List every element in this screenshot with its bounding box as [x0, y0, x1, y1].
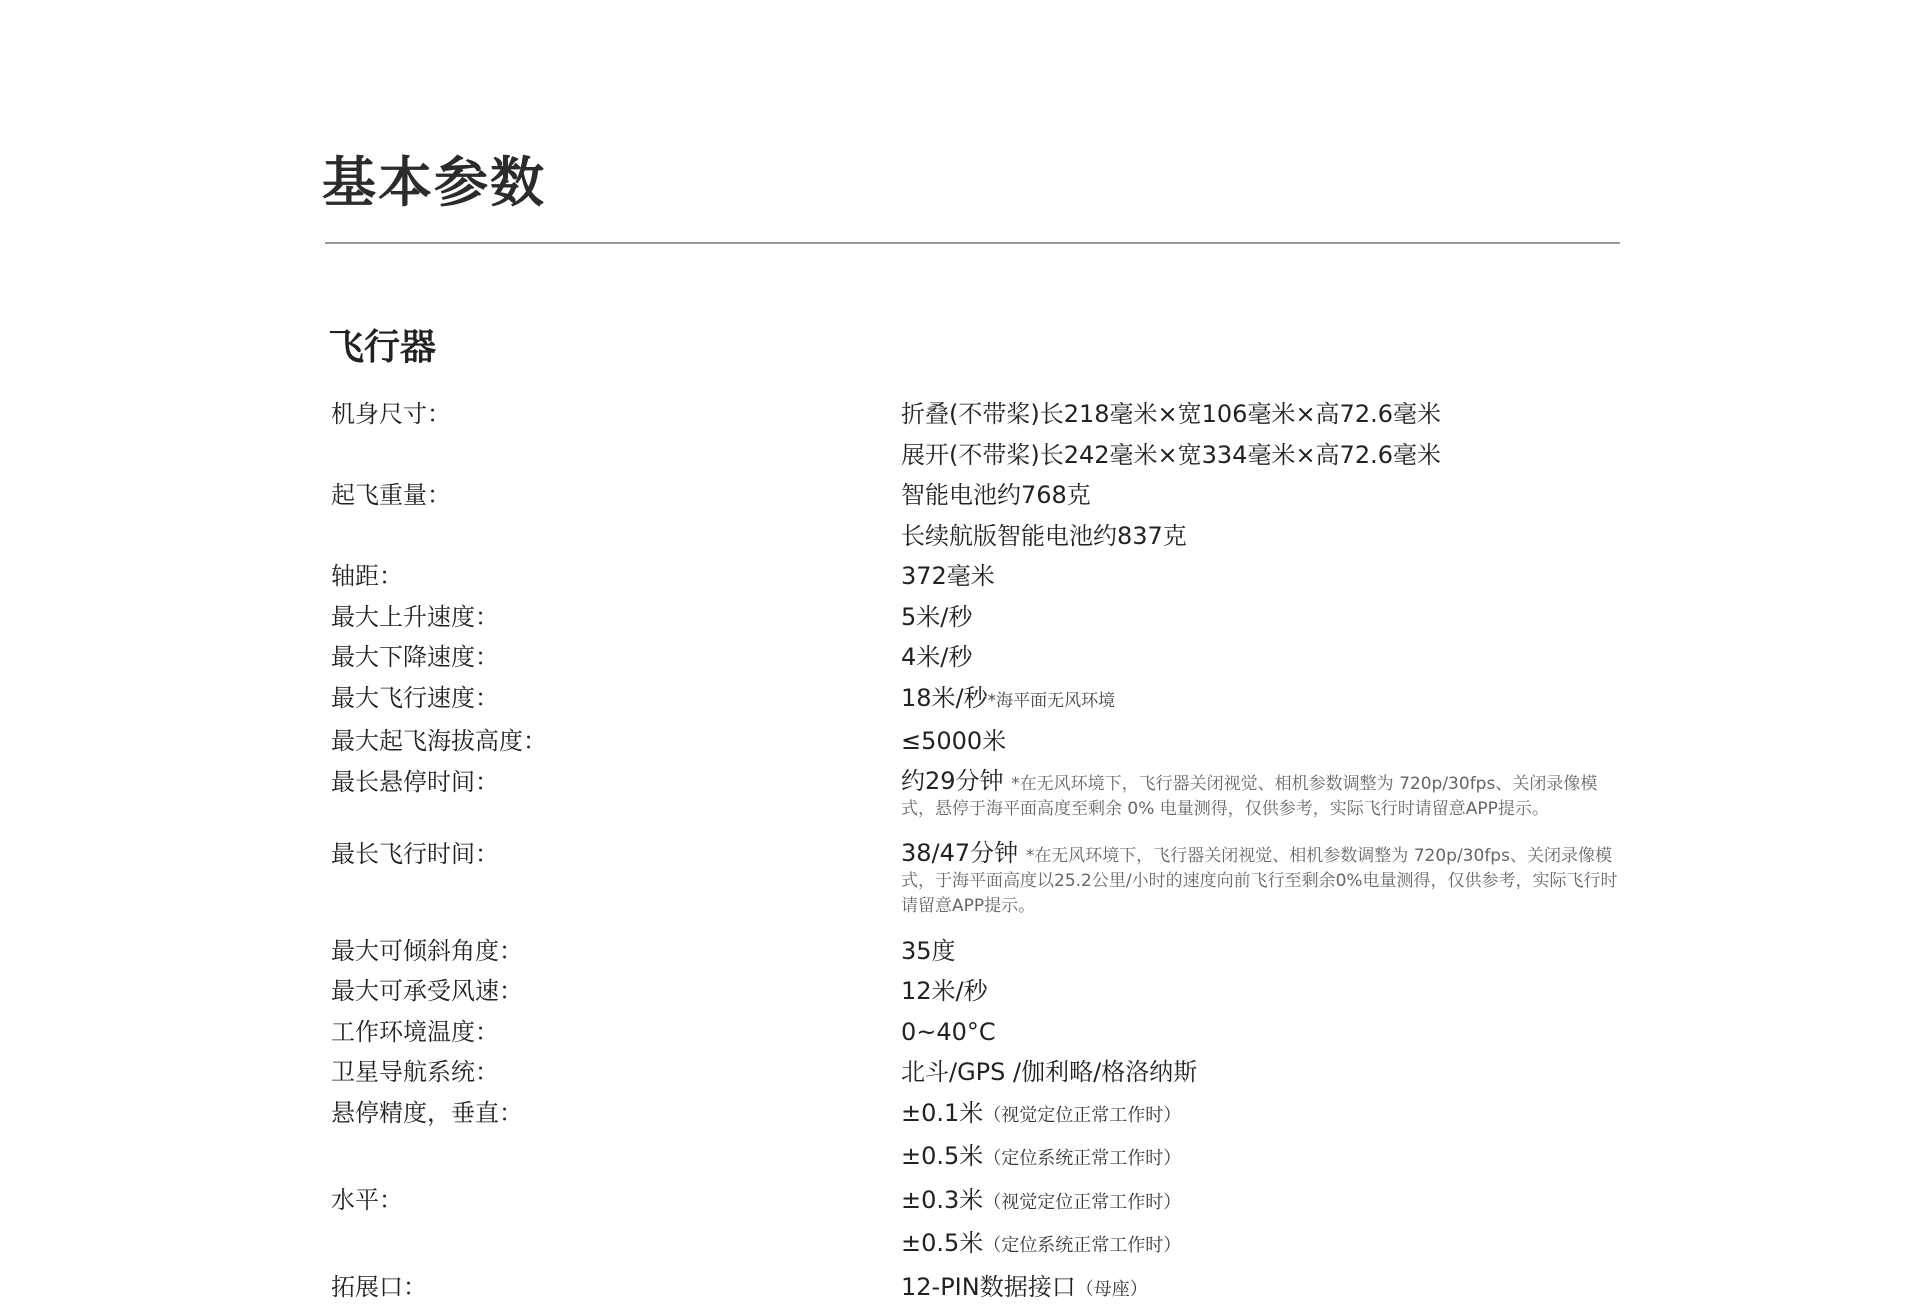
spec-value-main: ±0.3米 [901, 1186, 983, 1214]
spec-row-max-flight-time [331, 834, 1621, 931]
spec-row-hover-accuracy-vertical [331, 1093, 1621, 1180]
spec-value: 长续航版智能电池约837克 [901, 516, 1621, 557]
spec-value-note: *在无风环境下，飞行器关闭视觉、相机参数调整为 720p/30fps、关闭录像模式，悬停于海平面高度至剩余 0% 电量测得，仅供参考，实际飞行时请留意APP提示。 [901, 774, 1597, 819]
spec-row-max-descent-speed [331, 637, 1621, 678]
spec-row-max-hover-time [331, 762, 1621, 834]
spec-row-max-flight-speed [331, 678, 1621, 722]
spec-label: 卫星导航系统： [331, 1052, 901, 1093]
spec-value: 372毫米 [901, 556, 1621, 597]
spec-value: 折叠(不带桨)长218毫米×宽106毫米×高72.6毫米 [901, 394, 1621, 435]
spec-label: 悬停精度，垂直： [331, 1093, 901, 1134]
spec-row-body-size [331, 394, 1621, 475]
spec-value: 智能电池约768克 [901, 475, 1621, 516]
spec-row-max-wind-resistance [331, 971, 1621, 1012]
spec-row-max-tilt-angle [331, 931, 1621, 972]
spec-value: 展开(不带桨)长242毫米×宽334毫米×高72.6毫米 [901, 435, 1621, 476]
spec-value-main: 约29分钟 [901, 767, 1004, 795]
spec-row-gnss [331, 1052, 1621, 1093]
spec-label: 拓展口： [331, 1267, 901, 1308]
spec-value [901, 1180, 1621, 1224]
spec-row-hover-accuracy-horizontal [331, 1180, 1621, 1267]
spec-value: ≤5000米 [901, 721, 1621, 762]
spec-value: 4米/秒 [901, 637, 1621, 678]
spec-value [901, 762, 1621, 834]
spec-value-note: *海平面无风环境 [988, 691, 1116, 711]
spec-value-main: 38/47分钟 [901, 839, 1018, 867]
spec-label: 起飞重量： [331, 475, 901, 516]
spec-label: 最大可承受风速： [331, 971, 901, 1012]
spec-row-max-ascent-speed [331, 597, 1621, 638]
spec-row-wheelbase [331, 556, 1621, 597]
spec-value [901, 1267, 1621, 1310]
spec-value-main: ±0.1米 [901, 1099, 983, 1127]
spec-row-max-altitude [331, 721, 1621, 762]
spec-value: 12米/秒 [901, 971, 1621, 1012]
spec-value [901, 678, 1621, 722]
spec-label: 水平： [331, 1180, 901, 1221]
spec-value-note: （定位系统正常工作时） [983, 1148, 1181, 1169]
spec-value-main: ±0.5米 [901, 1142, 983, 1170]
section-title: 飞行器 [328, 324, 436, 372]
spec-value-note: （定位系统正常工作时） [983, 1235, 1181, 1256]
spec-label: 最长悬停时间： [331, 762, 901, 803]
spec-value-note: （视觉定位正常工作时） [983, 1192, 1181, 1213]
spec-value: 5米/秒 [901, 597, 1621, 638]
spec-row-takeoff-weight [331, 475, 1621, 556]
spec-value: 0~40°C [901, 1012, 1621, 1053]
spec-row-operating-temperature [331, 1012, 1621, 1053]
spec-label: 最大起飞海拔高度： [331, 721, 901, 762]
spec-value-note: （母座） [1076, 1279, 1148, 1300]
title-divider [325, 242, 1620, 244]
spec-label: 最大可倾斜角度： [331, 931, 901, 972]
spec-label: 轴距： [331, 556, 901, 597]
spec-value [901, 1093, 1621, 1137]
spec-value-main: 12-PIN数据接口 [901, 1273, 1076, 1301]
page-title: 基本参数 [322, 148, 546, 218]
spec-row-expansion-port [331, 1267, 1621, 1310]
spec-value: 北斗/GPS /伽利略/格洛纳斯 [901, 1052, 1621, 1093]
spec-value: 35度 [901, 931, 1621, 972]
spec-label: 工作环境温度： [331, 1012, 901, 1053]
spec-label: 最大飞行速度： [331, 678, 901, 719]
spec-value [901, 1223, 1621, 1267]
spec-label: 最大下降速度： [331, 637, 901, 678]
spec-value [901, 834, 1621, 931]
spec-label: 最长飞行时间： [331, 834, 901, 875]
spec-value-main: 18米/秒 [901, 684, 988, 712]
spec-label: 最大上升速度： [331, 597, 901, 638]
spec-value-note: （视觉定位正常工作时） [983, 1105, 1181, 1126]
spec-value-note: *在无风环境下，飞行器关闭视觉、相机参数调整为 720p/30fps、关闭录像模式，于海平面高度以25.2公里/小时的速度向前飞行至剩余0%电量测得，仅供参考，实际飞行时请留意APP提示。 [901, 846, 1618, 916]
spec-list [331, 394, 1621, 1310]
spec-value [901, 1136, 1621, 1180]
spec-value-main: ±0.5米 [901, 1229, 983, 1257]
spec-label: 机身尺寸： [331, 394, 901, 435]
